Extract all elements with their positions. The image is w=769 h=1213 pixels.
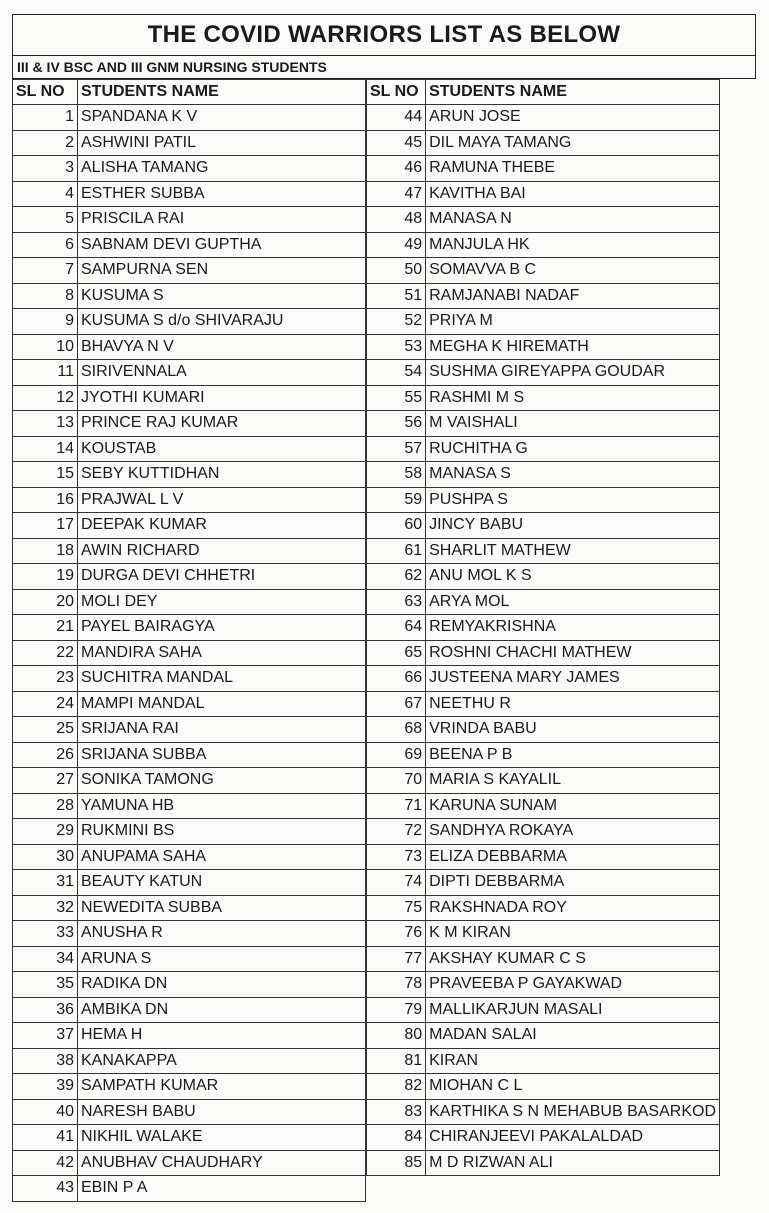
sl-no-cell: 47 (367, 181, 426, 207)
sl-no-cell: 6 (13, 232, 78, 258)
sl-no-cell: 42 (13, 1150, 78, 1176)
table-row (367, 895, 720, 921)
sl-no-cell: 25 (13, 717, 78, 743)
student-name-cell: MEGHA K HIREMATH (426, 334, 720, 360)
sl-no-cell: 66 (367, 666, 426, 692)
sl-no-cell: 84 (367, 1125, 426, 1151)
student-name-cell: NEETHU R (426, 691, 720, 717)
sl-no-cell: 54 (367, 360, 426, 386)
table-row (13, 411, 366, 437)
sl-no-cell: 62 (367, 564, 426, 590)
student-name-cell: RUKMINI BS (78, 819, 366, 845)
table-row (13, 589, 366, 615)
sl-no-cell: 77 (367, 946, 426, 972)
table-row (367, 156, 720, 182)
sl-no-header: SL NO (367, 80, 426, 105)
table-row (367, 1023, 720, 1049)
header-row (13, 80, 366, 105)
student-name-cell: SRIJANA SUBBA (78, 742, 366, 768)
sl-no-cell: 21 (13, 615, 78, 641)
sl-no-cell: 3 (13, 156, 78, 182)
sl-no-cell: 48 (367, 207, 426, 233)
table-row (13, 564, 366, 590)
table-row (367, 1099, 720, 1125)
table-row (13, 921, 366, 947)
table-row (367, 334, 720, 360)
table-row (367, 946, 720, 972)
sl-no-cell: 59 (367, 487, 426, 513)
sl-no-cell: 81 (367, 1048, 426, 1074)
student-name-cell: NEWEDITA SUBBA (78, 895, 366, 921)
student-name-cell: AMBIKA DN (78, 997, 366, 1023)
table-row (13, 997, 366, 1023)
student-name-cell: DIL MAYA TAMANG (426, 130, 720, 156)
student-name-cell: RAMJANABI NADAF (426, 283, 720, 309)
sl-no-cell: 34 (13, 946, 78, 972)
student-name-cell: ROSHNI CHACHI MATHEW (426, 640, 720, 666)
table-row (367, 793, 720, 819)
student-name-cell: DURGA DEVI CHHETRI (78, 564, 366, 590)
page-subtitle: III & IV BSC AND III GNM NURSING STUDENTS (12, 56, 756, 79)
table-row (367, 1125, 720, 1151)
student-name-cell: SUSHMA GIREYAPPA GOUDAR (426, 360, 720, 386)
sl-no-cell: 79 (367, 997, 426, 1023)
student-name-cell: JUSTEENA MARY JAMES (426, 666, 720, 692)
table-row (13, 513, 366, 539)
sl-no-cell: 39 (13, 1074, 78, 1100)
table-row (367, 1074, 720, 1100)
table-row (367, 666, 720, 692)
table-row (13, 385, 366, 411)
table-row (367, 462, 720, 488)
student-name-cell: EBIN P A (78, 1176, 366, 1202)
sl-no-cell: 50 (367, 258, 426, 284)
sl-no-cell: 24 (13, 691, 78, 717)
sl-no-cell: 37 (13, 1023, 78, 1049)
table-row (13, 717, 366, 743)
table-row (367, 1150, 720, 1176)
student-name-cell: MANASA S (426, 462, 720, 488)
student-name-cell: ANUSHA R (78, 921, 366, 947)
student-name-cell: K M KIRAN (426, 921, 720, 947)
sl-no-cell: 52 (367, 309, 426, 335)
student-name-cell: MAMPI MANDAL (78, 691, 366, 717)
table-row (367, 258, 720, 284)
students-name-header: STUDENTS NAME (78, 80, 366, 105)
student-name-cell: SONIKA TAMONG (78, 768, 366, 794)
sl-no-cell: 20 (13, 589, 78, 615)
sl-no-cell: 43 (13, 1176, 78, 1202)
table-row (13, 615, 366, 641)
student-name-cell: ASHWINI PATIL (78, 130, 366, 156)
student-name-cell: RUCHITHA G (426, 436, 720, 462)
table-row (13, 258, 366, 284)
sl-no-cell: 71 (367, 793, 426, 819)
sl-no-cell: 76 (367, 921, 426, 947)
student-name-cell: RAKSHNADA ROY (426, 895, 720, 921)
sl-no-cell: 55 (367, 385, 426, 411)
table-row (13, 666, 366, 692)
table-row (13, 462, 366, 488)
student-name-cell: KARTHIKA S N MEHABUB BASARKOD (426, 1099, 720, 1125)
student-name-cell: MIOHAN C L (426, 1074, 720, 1100)
student-name-cell: KUSUMA S d/o SHIVARAJU (78, 309, 366, 335)
sl-no-cell: 75 (367, 895, 426, 921)
sl-no-cell: 26 (13, 742, 78, 768)
student-name-cell: MANDIRA SAHA (78, 640, 366, 666)
table-row (13, 538, 366, 564)
table-row (13, 130, 366, 156)
sl-no-cell: 2 (13, 130, 78, 156)
student-name-cell: SPANDANA K V (78, 105, 366, 131)
sl-no-header: SL NO (13, 80, 78, 105)
header-row (367, 80, 720, 105)
student-name-cell: VRINDA BABU (426, 717, 720, 743)
students-table-left (12, 79, 366, 1202)
table-row (13, 870, 366, 896)
sl-no-cell: 17 (13, 513, 78, 539)
sl-no-cell: 56 (367, 411, 426, 437)
table-row (367, 717, 720, 743)
student-name-cell: DIPTI DEBBARMA (426, 870, 720, 896)
sl-no-cell: 40 (13, 1099, 78, 1125)
student-name-cell: MANASA N (426, 207, 720, 233)
table-row (367, 870, 720, 896)
sl-no-cell: 27 (13, 768, 78, 794)
student-name-cell: ARUNA S (78, 946, 366, 972)
students-name-header: STUDENTS NAME (426, 80, 720, 105)
table-row (13, 487, 366, 513)
table-columns (12, 79, 756, 1202)
table-row (13, 283, 366, 309)
student-name-cell: MOLI DEY (78, 589, 366, 615)
sl-no-cell: 69 (367, 742, 426, 768)
table-row (367, 130, 720, 156)
student-name-cell: PRIYA M (426, 309, 720, 335)
student-name-cell: HEMA H (78, 1023, 366, 1049)
student-name-cell: PAYEL BAIRAGYA (78, 615, 366, 641)
student-name-cell: SIRIVENNALA (78, 360, 366, 386)
table-row (367, 181, 720, 207)
student-name-cell: SHARLIT MATHEW (426, 538, 720, 564)
sl-no-cell: 46 (367, 156, 426, 182)
sl-no-cell: 16 (13, 487, 78, 513)
student-name-cell: BEAUTY KATUN (78, 870, 366, 896)
student-name-cell: REMYAKRISHNA (426, 615, 720, 641)
sl-no-cell: 12 (13, 385, 78, 411)
table-row (367, 513, 720, 539)
sl-no-cell: 51 (367, 283, 426, 309)
student-name-cell: ANU MOL K S (426, 564, 720, 590)
student-name-cell: PRISCILA RAI (78, 207, 366, 233)
table-row (13, 181, 366, 207)
student-name-cell: YAMUNA HB (78, 793, 366, 819)
student-name-cell: SRIJANA RAI (78, 717, 366, 743)
student-name-cell: ALISHA TAMANG (78, 156, 366, 182)
student-name-cell: JYOTHI KUMARI (78, 385, 366, 411)
table-row (367, 283, 720, 309)
right-table-body (367, 105, 720, 1176)
table-row (13, 436, 366, 462)
table-row (13, 207, 366, 233)
sl-no-cell: 73 (367, 844, 426, 870)
left-table-body (13, 105, 366, 1202)
student-name-cell: PRAJWAL L V (78, 487, 366, 513)
table-row (367, 844, 720, 870)
student-name-cell: SAMPATH KUMAR (78, 1074, 366, 1100)
sl-no-cell: 8 (13, 283, 78, 309)
table-row (367, 768, 720, 794)
table-row (13, 334, 366, 360)
sl-no-cell: 53 (367, 334, 426, 360)
table-row (13, 1150, 366, 1176)
student-name-cell: SANDHYA ROKAYA (426, 819, 720, 845)
student-name-cell: ESTHER SUBBA (78, 181, 366, 207)
student-name-cell: M D RIZWAN ALI (426, 1150, 720, 1176)
sl-no-cell: 19 (13, 564, 78, 590)
sl-no-cell: 63 (367, 589, 426, 615)
sl-no-cell: 33 (13, 921, 78, 947)
table-row (13, 844, 366, 870)
document-sheet (12, 14, 756, 1202)
student-name-cell: BEENA P B (426, 742, 720, 768)
table-row (367, 819, 720, 845)
right-column (366, 79, 720, 1176)
student-name-cell: AKSHAY KUMAR C S (426, 946, 720, 972)
student-name-cell: M VAISHALI (426, 411, 720, 437)
student-name-cell: SUCHITRA MANDAL (78, 666, 366, 692)
sl-no-cell: 1 (13, 105, 78, 131)
sl-no-cell: 32 (13, 895, 78, 921)
table-row (367, 538, 720, 564)
students-table-right (366, 79, 720, 1176)
sl-no-cell: 36 (13, 997, 78, 1023)
table-row (13, 691, 366, 717)
sl-no-cell: 31 (13, 870, 78, 896)
sl-no-cell: 65 (367, 640, 426, 666)
page-title: THE COVID WARRIORS LIST AS BELOW (12, 14, 756, 56)
student-name-cell: KOUSTAB (78, 436, 366, 462)
table-row (367, 742, 720, 768)
sl-no-cell: 64 (367, 615, 426, 641)
student-name-cell: AWIN RICHARD (78, 538, 366, 564)
student-name-cell: MARIA S KAYALIL (426, 768, 720, 794)
sl-no-cell: 23 (13, 666, 78, 692)
table-row (367, 640, 720, 666)
table-row (13, 972, 366, 998)
table-row (13, 946, 366, 972)
table-row (13, 793, 366, 819)
sl-no-cell: 18 (13, 538, 78, 564)
table-row (13, 1125, 366, 1151)
student-name-cell: SEBY KUTTIDHAN (78, 462, 366, 488)
sl-no-cell: 9 (13, 309, 78, 335)
table-row (13, 309, 366, 335)
student-name-cell: KAVITHA BAI (426, 181, 720, 207)
table-row (367, 589, 720, 615)
sl-no-cell: 60 (367, 513, 426, 539)
student-name-cell: PUSHPA S (426, 487, 720, 513)
student-name-cell: RASHMI M S (426, 385, 720, 411)
sl-no-cell: 45 (367, 130, 426, 156)
sl-no-cell: 58 (367, 462, 426, 488)
sl-no-cell: 67 (367, 691, 426, 717)
student-name-cell: NIKHIL WALAKE (78, 1125, 366, 1151)
table-row (367, 564, 720, 590)
sl-no-cell: 80 (367, 1023, 426, 1049)
student-name-cell: KIRAN (426, 1048, 720, 1074)
left-column (12, 79, 366, 1202)
student-name-cell: NARESH BABU (78, 1099, 366, 1125)
sl-no-cell: 68 (367, 717, 426, 743)
table-row (367, 997, 720, 1023)
sl-no-cell: 85 (367, 1150, 426, 1176)
table-row (367, 309, 720, 335)
student-name-cell: ANUPAMA SAHA (78, 844, 366, 870)
table-row (13, 640, 366, 666)
table-row (367, 207, 720, 233)
sl-no-cell: 7 (13, 258, 78, 284)
sl-no-cell: 41 (13, 1125, 78, 1151)
sl-no-cell: 70 (367, 768, 426, 794)
table-row (13, 1099, 366, 1125)
sl-no-cell: 28 (13, 793, 78, 819)
table-row (367, 360, 720, 386)
table-row (13, 1048, 366, 1074)
table-row (367, 436, 720, 462)
student-name-cell: ARUN JOSE (426, 105, 720, 131)
student-name-cell: PRINCE RAJ KUMAR (78, 411, 366, 437)
table-row (367, 105, 720, 131)
table-row (13, 232, 366, 258)
table-row (367, 232, 720, 258)
table-row (13, 768, 366, 794)
student-name-cell: KARUNA SUNAM (426, 793, 720, 819)
table-row (13, 895, 366, 921)
student-name-cell: JINCY BABU (426, 513, 720, 539)
table-row (13, 105, 366, 131)
table-row (13, 156, 366, 182)
sl-no-cell: 13 (13, 411, 78, 437)
student-name-cell: CHIRANJEEVI PAKALALDAD (426, 1125, 720, 1151)
student-name-cell: RAMUNA THEBE (426, 156, 720, 182)
sl-no-cell: 72 (367, 819, 426, 845)
student-name-cell: SABNAM DEVI GUPTHA (78, 232, 366, 258)
sl-no-cell: 61 (367, 538, 426, 564)
sl-no-cell: 22 (13, 640, 78, 666)
table-row (367, 1048, 720, 1074)
table-row (367, 411, 720, 437)
student-name-cell: KUSUMA S (78, 283, 366, 309)
student-name-cell: MADAN SALAI (426, 1023, 720, 1049)
sl-no-cell: 57 (367, 436, 426, 462)
student-name-cell: MALLIKARJUN MASALI (426, 997, 720, 1023)
sl-no-cell: 29 (13, 819, 78, 845)
student-name-cell: ANUBHAV CHAUDHARY (78, 1150, 366, 1176)
sl-no-cell: 83 (367, 1099, 426, 1125)
sl-no-cell: 15 (13, 462, 78, 488)
student-name-cell: PRAVEEBA P GAYAKWAD (426, 972, 720, 998)
table-row (367, 385, 720, 411)
table-row (13, 819, 366, 845)
student-name-cell: MANJULA HK (426, 232, 720, 258)
sl-no-cell: 11 (13, 360, 78, 386)
sl-no-cell: 82 (367, 1074, 426, 1100)
table-row (13, 1176, 366, 1202)
sl-no-cell: 35 (13, 972, 78, 998)
student-name-cell: BHAVYA N V (78, 334, 366, 360)
sl-no-cell: 74 (367, 870, 426, 896)
student-name-cell: DEEPAK KUMAR (78, 513, 366, 539)
sl-no-cell: 44 (367, 105, 426, 131)
table-row (13, 1023, 366, 1049)
student-name-cell: RADIKA DN (78, 972, 366, 998)
table-row (13, 1074, 366, 1100)
table-row (367, 972, 720, 998)
sl-no-cell: 30 (13, 844, 78, 870)
sl-no-cell: 38 (13, 1048, 78, 1074)
table-row (367, 487, 720, 513)
sl-no-cell: 4 (13, 181, 78, 207)
sl-no-cell: 5 (13, 207, 78, 233)
sl-no-cell: 14 (13, 436, 78, 462)
table-row (367, 615, 720, 641)
table-row (13, 360, 366, 386)
student-name-cell: SAMPURNA SEN (78, 258, 366, 284)
student-name-cell: ELIZA DEBBARMA (426, 844, 720, 870)
sl-no-cell: 10 (13, 334, 78, 360)
table-row (367, 921, 720, 947)
student-name-cell: SOMAVVA B C (426, 258, 720, 284)
sl-no-cell: 78 (367, 972, 426, 998)
student-name-cell: ARYA MOL (426, 589, 720, 615)
student-name-cell: KANAKAPPA (78, 1048, 366, 1074)
table-row (367, 691, 720, 717)
sl-no-cell: 49 (367, 232, 426, 258)
table-row (13, 742, 366, 768)
